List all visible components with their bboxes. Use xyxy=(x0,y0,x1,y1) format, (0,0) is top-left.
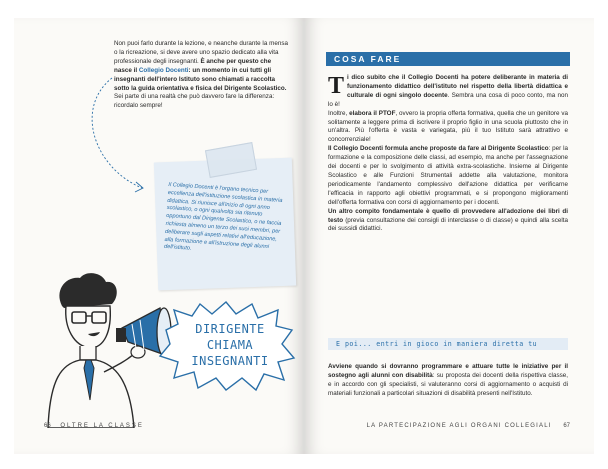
right-paragraph xyxy=(328,208,568,235)
shout-line-3: INSEGNANTI xyxy=(191,354,269,368)
right-text-run: : per la formazione e la composizione delle classi, ad esempio, ma anche per l'assegnazione dei docenti e per lo svolgimento di attività extra-scolastiche. Insieme al Dirigente Scolastico e alle Funzioni Strumentali addette alla valutazione, monitora periodicamente l'andamento complessivo dell'azione didattica per verificarne l'efficacia in rapporto agli obiettivi programmati, e si propongono miglioramenti dell'offerta formativa con corsi di aggiornamento per i docenti. xyxy=(328,145,568,206)
left-text-run: Collegio Docenti xyxy=(138,66,189,74)
right2-paragraph xyxy=(328,363,568,399)
left-footer xyxy=(44,423,144,429)
right-paragraphs xyxy=(328,74,568,234)
right2-text-run: : su proposta dei docenti della rispettiva classe, e in accordo con gli specialisti, si valuteranno corsi di aggiornamento o acquisti di materiali funzionali a particolari situazioni di disabilità presenti nell'Istituto. xyxy=(328,371,568,397)
sub-section-banner: E poi... entri in gioco in maniera diretta tu xyxy=(328,338,568,350)
right-body-text-2 xyxy=(328,363,568,399)
right-paragraph xyxy=(328,74,568,110)
right-text-run: Il Collegio Docenti formula anche proposte da fare al Dirigente Scolastico xyxy=(328,145,549,153)
right2-text-run: Avviene quando si dovranno programmare e attuare tutte le iniziative per il sostegno agli alunni con disabilità xyxy=(328,363,568,379)
right-body-text xyxy=(328,74,568,234)
shout-text xyxy=(180,321,280,369)
left-book-title: OLTRE LA CLASSE xyxy=(60,423,144,429)
right-text-run: i dico subito che il Collegio Docenti ha potere deliberante in materia di funzionamento didattico dell'istituto nel rispetto della libertà didattica e culturale di ogni singolo docente xyxy=(347,74,568,99)
right-text-run: Inoltre, xyxy=(328,109,350,117)
open-book xyxy=(14,18,594,454)
note-text: Il Collegio Docenti è l'organo tecnico per eccellenza dell'istituzione scolastica in materia didattica. Si riunisce all'inizio di ogni anno scolastico, o ogni qualvolta sia ritenuto opportuno dal Dirigente Scolastico, o ne faccia richiesta almeno un terzo dei suoi membri, per deliberare sugli aspetti relativi all'educazione, alla formazione e all'istruzione degli alunni dell'istituto. xyxy=(163,181,283,253)
shout-line-1: DIRIGENTE xyxy=(195,322,265,336)
right-page xyxy=(304,18,594,454)
drop-cap: T xyxy=(328,73,345,99)
right-text-run: . Sembra una cosa di poco conto, ma non lo è! xyxy=(328,91,568,108)
left-text-run: Non puoi farlo durante la lezione, e neanche durante la mensa o la ricreazione, si deve avere uno spazio dedicato alla vita professionale degli insegnanti. xyxy=(114,40,288,65)
right-paragraph xyxy=(328,110,568,146)
shout-line-2: CHIAMA xyxy=(206,338,254,352)
right-chapter-title: LA PARTECIPAZIONE AGLI ORGANI COLLEGIALI xyxy=(366,423,552,429)
right-paragraph xyxy=(328,145,568,207)
left-page xyxy=(14,18,304,454)
section-header: COSA FARE xyxy=(326,52,570,66)
right-text-run: elabora il PTOF xyxy=(349,109,396,117)
left-text-run: Sei parte di una realtà che può davvero fare la differenza: ricordalo sempre! xyxy=(114,93,275,110)
left-page-number: 66 xyxy=(44,423,51,429)
right-text-run: (previa consultazione dei consigli di interclasse o di classe) e quindi alla scelta dei sussidi didattici. xyxy=(328,216,568,233)
right-footer xyxy=(367,423,570,429)
left-text-run: : un momento in cui tutti gli insegnanti dell'intero Istituto sono chiamati a raccolta sotto la guida orientativa e fisica del Dirigente Scolastico. xyxy=(114,66,287,92)
right-page-number: 67 xyxy=(563,423,570,429)
left-text-run: È anche per questo che nasce il xyxy=(114,57,272,74)
right-text-run: , ovvero la propria offerta formativa, quella che un genitore va solitamente a leggere prima di iscrivere il proprio figlio in una scuola piuttosto che in un'altra. Più l'offerta è vasta e variegata, più il tuo Istituto sarà attrattivo e concorrenziale! xyxy=(328,109,568,144)
right-text-run: Un altro compito fondamentale è quello di provvedere all'adozione dei libri di testo xyxy=(328,207,568,224)
